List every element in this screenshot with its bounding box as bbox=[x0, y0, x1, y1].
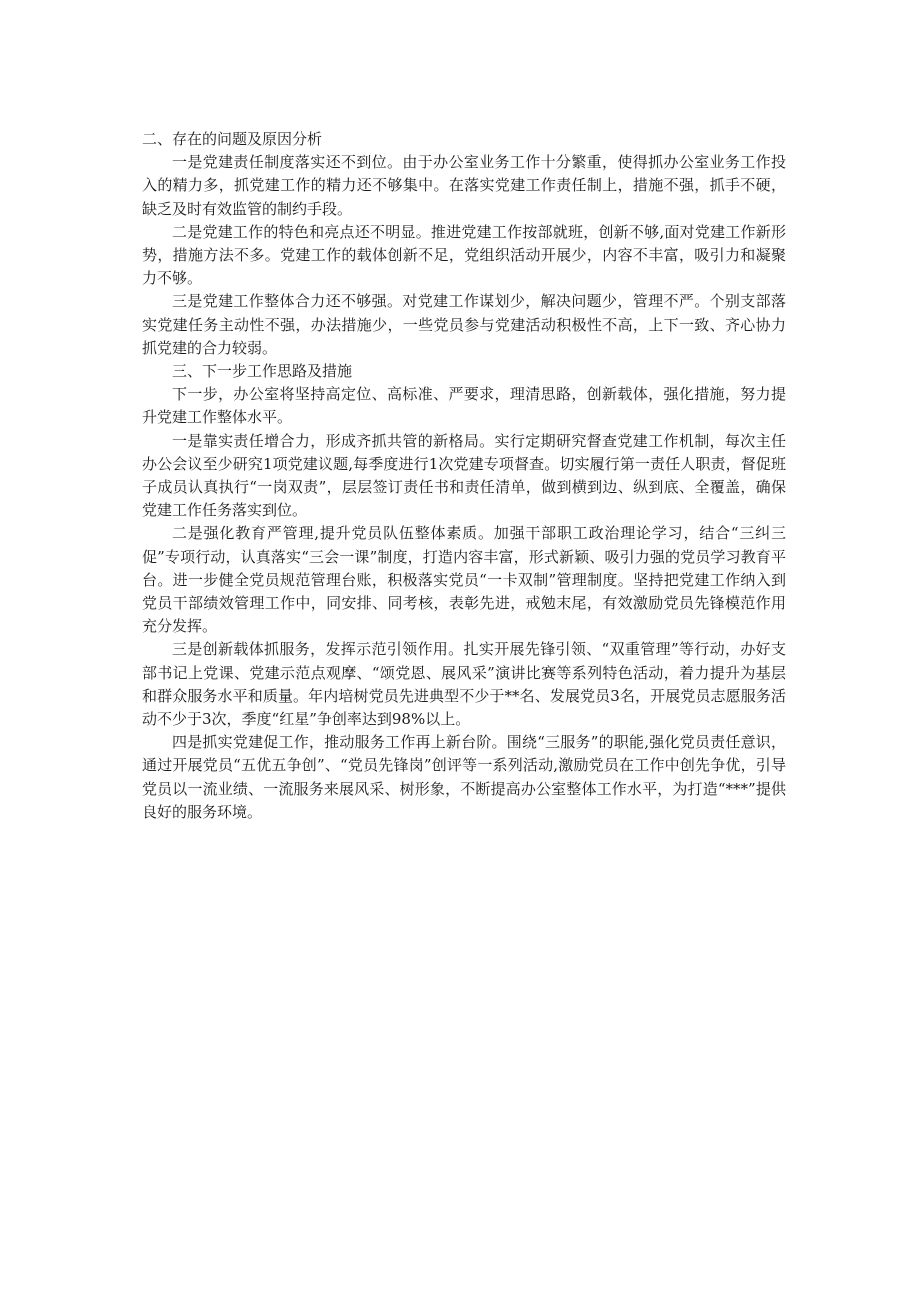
paragraph: 四是抓实党建促工作，推动服务工作再上新台阶。围绕“三服务”的职能,强化党员责任意识，通过开展党员“五优五争创”、“党员先锋岗”创评等一系列活动,激励党员在工作中创先争优，引导党员以一流业绩、一流服务来展风采、树形象，不断提高办公室整体工作水平，为打造“***”提供良好的服务环境。 bbox=[142, 733, 786, 821]
paragraph: 一是靠实责任增合力，形成齐抓共管的新格局。实行定期研究督查党建工作机制，每次主任办公会议至少研究1项党建议题,每季度进行1次党建专项督查。切实履行第一责任人职责，督促班子成员认真执行“一岗双责”，层层签订责任书和责任清单，做到横到边、纵到底、全覆盖，确保党建工作任务落实到位。 bbox=[142, 431, 786, 520]
paragraph: 二是强化教育严管理,提升党员队伍整体素质。加强干部职工政治理论学习，结合“三纠三促”专项行动，认真落实“三会一课”制度，打造内容丰富，形式新颖、吸引力强的党员学习教育平台。进一步健全党员规范管理台账，积极落实党员“一卡双制”管理制度。坚持把党建工作纳入到党员干部绩效管理工作中，同安排、同考核，表彰先进，戒勉末尾，有效激励党员先锋模范作用充分发挥。 bbox=[142, 524, 786, 636]
paragraph: 一是党建责任制度落实还不到位。由于办公室业务工作十分繁重，使得抓办公室业务工作投入的精力多，抓党建工作的精力还不够集中。在落实党建工作责任制上，措施不强，抓手不硬，缺乏及时有效监管的制约手段。 bbox=[142, 153, 786, 218]
paragraph: 二是党建工作的特色和亮点还不明显。推进党建工作按部就班，创新不够,面对党建工作新形势，措施方法不多。党建工作的载体创新不足，党组织活动开展少，内容不丰富，吸引力和凝聚力不够。 bbox=[142, 222, 786, 288]
paragraph: 三是创新载体抓服务，发挥示范引领作用。扎实开展先锋引领、“双重管理”等行动，办好支部书记上党课、党建示范点观摩、“颂党恩、展风采”演讲比赛等系列特色活动，着力提升为基层和群众服务水平和质量。年内培树党员先进典型不少于**名、发展党员3名，开展党员志愿服务活动不少于3次，季度“红星”争创率达到98%以上。 bbox=[142, 640, 786, 729]
paragraph: 三是党建工作整体合力还不够强。对党建工作谋划少，解决问题少，管理不严。个别支部落实党建任务主动性不强，办法措施少，一些党员参与党建活动积极性不高，上下一致、齐心协力抓党建的合力较弱。 bbox=[142, 292, 786, 357]
document-body bbox=[142, 128, 786, 824]
paragraph: 下一步，办公室将坚持高定位、高标准、严要求，理清思路，创新载体，强化措施，努力提升党建工作整体水平。 bbox=[142, 385, 786, 427]
section-heading-next-steps: 三、下一步工作思路及措施 bbox=[172, 362, 353, 381]
section-heading-problems: 二、存在的问题及原因分析 bbox=[142, 130, 323, 148]
